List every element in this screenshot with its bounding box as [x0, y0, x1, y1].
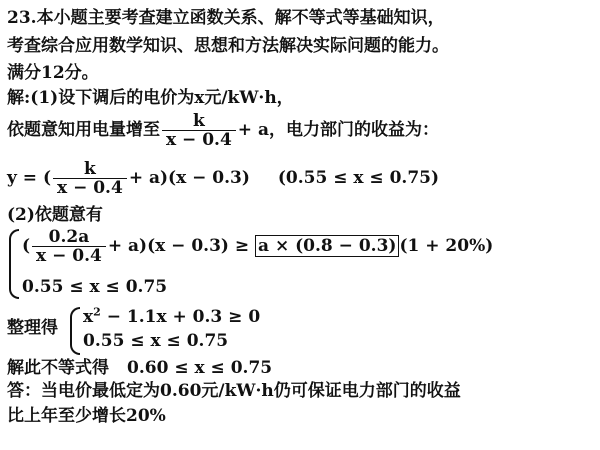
sys-prefix: ( — [22, 236, 31, 256]
usage-line — [7, 110, 439, 150]
header-line-2: 考查综合应用数学知识、思想和方法解决实际问题的能力。 — [7, 36, 449, 56]
system-brace-1 — [9, 229, 19, 299]
simp-x: x — [83, 307, 94, 327]
y-frac-den: x − 0.4 — [53, 178, 127, 197]
sys-frac-num: 0.2a — [48, 227, 90, 247]
revenue-formula — [7, 158, 439, 198]
y-prefix: y = ( — [7, 168, 52, 188]
simp-exponent: 2 — [93, 305, 101, 319]
y-suffix: + a)(x − 0.3) — [128, 168, 250, 188]
y-frac-num: k — [84, 159, 96, 179]
sys-frac-den: x − 0.4 — [32, 246, 106, 265]
system1-line2: 0.55 ≤ x ≤ 0.75 — [22, 277, 168, 297]
y-domain: (0.55 ≤ x ≤ 0.75) — [277, 168, 440, 188]
system1-line1 — [22, 226, 493, 266]
header-line-3: 满分12分。 — [7, 63, 99, 83]
usage-after: + a，电力部门的收益为： — [237, 120, 439, 140]
part1-intro: 解:(1)设下调后的电价为x元/kW·h， — [7, 88, 294, 108]
sys-box: a × (0.8 − 0.3) — [255, 235, 399, 257]
solve-result: 0.60 ≤ x ≤ 0.75 — [127, 358, 273, 378]
solve-label: 解此不等式得 — [7, 358, 109, 378]
sys-tail: (1 + 20%) — [399, 236, 494, 256]
simp-rest: − 1.1x + 0.3 ≥ 0 — [100, 307, 261, 327]
simplify-label: 整理得 — [7, 318, 58, 338]
solve-line — [7, 358, 272, 378]
answer-line-1: 答：当电价最低定为0.60元/kW·h仍可保证电力部门的收益 — [7, 381, 461, 401]
sys-fraction — [32, 228, 106, 265]
system-brace-2 — [70, 307, 80, 355]
answer-line-2: 比上年至少增长20% — [7, 406, 166, 426]
usage-frac-den: x − 0.4 — [162, 130, 236, 149]
usage-frac-num: k — [193, 111, 205, 131]
sys-mid: + a)(x − 0.3) ≥ — [107, 236, 250, 256]
y-fraction — [53, 160, 127, 197]
usage-lead: 依题意知用电量增至 — [7, 120, 160, 140]
simp-line1 — [83, 307, 260, 327]
usage-fraction — [162, 112, 236, 149]
simp-line2: 0.55 ≤ x ≤ 0.75 — [83, 331, 229, 351]
header-line-1: 23.本小题主要考查建立函数关系、解不等式等基础知识， — [7, 8, 445, 28]
part2-intro: (2)依题意有 — [7, 205, 103, 225]
